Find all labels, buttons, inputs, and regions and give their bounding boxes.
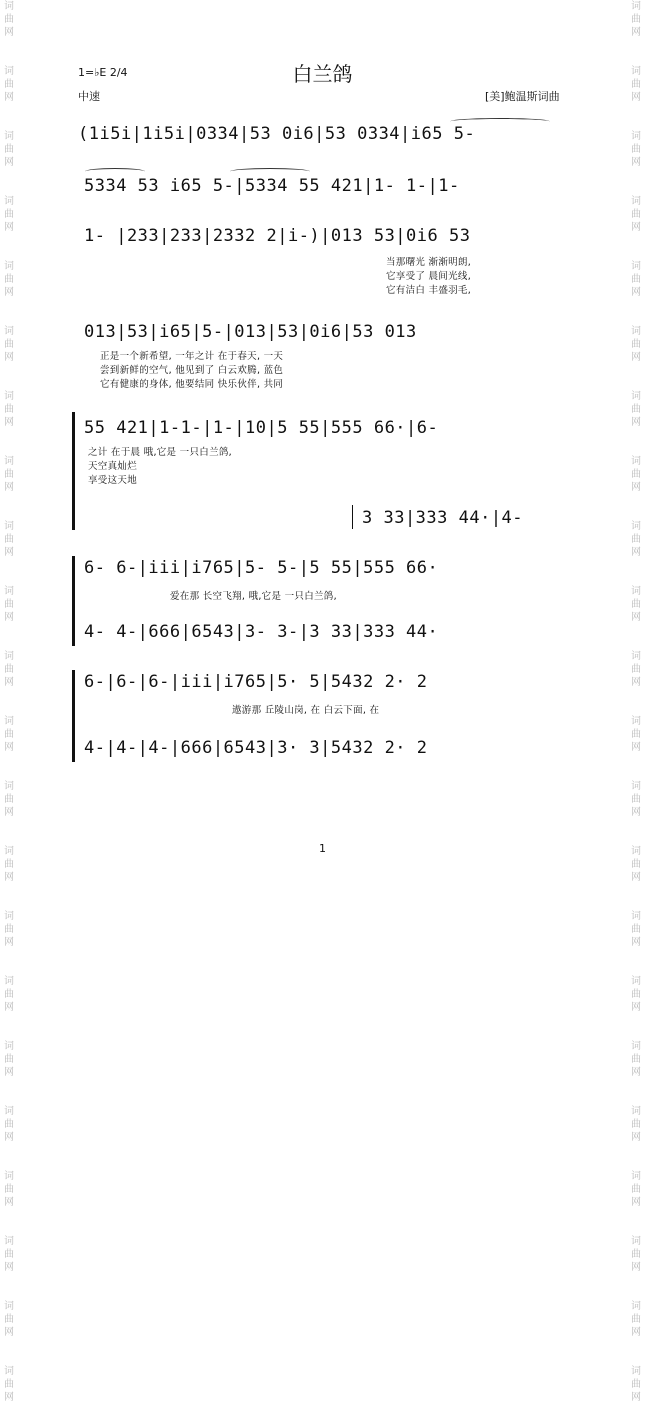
lyric-line: 当那曙光 渐渐明朗, [386, 257, 472, 268]
system-bracket [72, 412, 75, 530]
system-bracket [72, 670, 75, 762]
lyric-line: 之计 在于晨 哦,它是 一只白兰鸽, [88, 447, 232, 458]
lyric-line: 天空真灿烂 [88, 461, 138, 472]
tie-mark [450, 118, 550, 125]
lyric-line: 它享受了 晨间光线, [386, 271, 472, 282]
barline [352, 505, 353, 529]
system-bracket [72, 556, 75, 646]
score-row-3: 1- |233|233|2332 2|i-)|013 53|0i6 53 [84, 226, 471, 246]
tempo-marking: 中速 [78, 90, 100, 103]
credit-line: [美]鲍温斯词曲 [485, 90, 560, 103]
lyric-line: 遨游那 丘陵山岗, 在 白云下面, 在 [232, 705, 380, 716]
score-row-6-lower: 4- 4-|666|6543|3- 3-|3 33|333 44· [84, 622, 439, 642]
lyric-line: 它有洁白 丰盛羽毛, [386, 285, 472, 296]
song-title: 白兰鸽 [292, 62, 353, 86]
tie-mark [230, 168, 310, 175]
score-row-2: 5334 53 i65 5-|5334 55 421|1- 1-|1- [84, 176, 460, 196]
lyric-line: 尝到新鲜的空气, 他见到了 白云欢腾, 蓝色 [100, 365, 284, 376]
score-row-5-lower: 3 33|333 44·|4- [362, 508, 524, 528]
score-row-7-upper: 6-|6-|6-|iii|i765|5· 5|5432 2· 2 [84, 672, 428, 692]
score-row-5: 55 421|1-1-|1-|10|5 55|555 66·|6- [84, 418, 439, 438]
lyric-line: 它有健康的身体, 他要结同 快乐伙伴, 共同 [100, 379, 284, 390]
tie-mark [85, 168, 145, 175]
key-signature: 1=♭E 2/4 [78, 66, 128, 79]
watermark-left: 词 曲 网 词 曲 网 词 曲 网 词 曲 网 词 曲 网 词 曲 网 词 曲 网 词 曲 网 词 曲 网 词 曲 网 词 曲 网 词 曲 网 词 曲 网 词 曲 网 词 曲 网 词 曲 网 词 曲 网 词 曲 网 词 曲 网 词 曲 网 词 曲 网 词 曲 网 [4, 1, 14, 1403]
score-row-7-lower: 4-|4-|4-|666|6543|3· 3|5432 2· 2 [84, 738, 428, 758]
score-row-1: (1i5i|1i5i|0334|53 0i6|53 0334|i65 5- [78, 124, 476, 144]
watermark-right: 词 曲 网 词 曲 网 词 曲 网 词 曲 网 词 曲 网 词 曲 网 词 曲 网 词 曲 网 词 曲 网 词 曲 网 词 曲 网 词 曲 网 词 曲 网 词 曲 网 词 曲 网 词 曲 网 词 曲 网 词 曲 网 词 曲 网 词 曲 网 词 曲 网 词 曲 网 [631, 1, 641, 1403]
score-row-6-upper: 6- 6-|iii|i765|5- 5-|5 55|555 66· [84, 558, 439, 578]
page-number: 1 [319, 842, 326, 855]
lyric-line: 爱在那 长空飞翔, 哦,它是 一只白兰鸽, [170, 591, 337, 602]
lyric-line: 享受这天地 [88, 475, 138, 486]
score-row-4: 013|53|i65|5-|013|53|0i6|53 013 [84, 322, 417, 342]
lyric-line: 正是一个新希望, 一年之计 在于春天, 一天 [100, 351, 284, 362]
